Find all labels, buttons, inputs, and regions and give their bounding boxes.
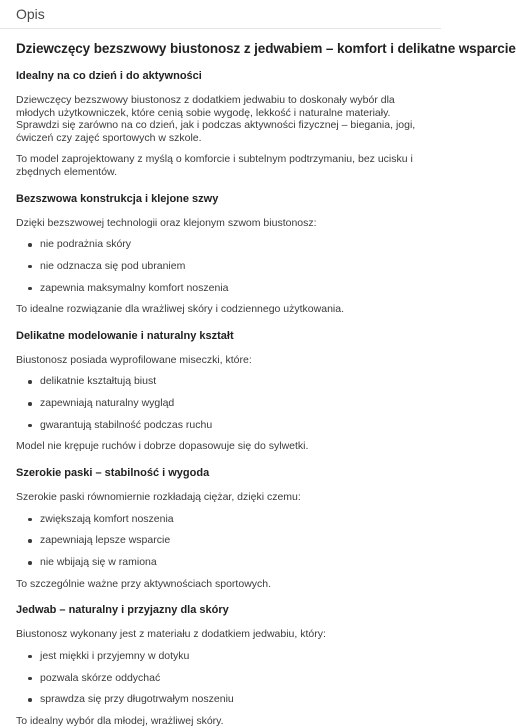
section-heading: Jedwab – naturalny i przyjazny dla skóry — [16, 604, 229, 617]
product-title: Dziewczęcy bezszwowy biustonosz z jedwabiem – komfort i delikatne wsparcie — [16, 41, 516, 56]
bullet-list — [16, 238, 427, 294]
section-daily-use — [16, 70, 427, 179]
section-outro: To szczególnie ważne przy aktywnościach sportowych. — [16, 577, 272, 590]
section-outro: To idealny wybór dla młodej, wrażliwej skóry. — [16, 714, 224, 727]
section-paragraph: To model zaprojektowany z myślą o komforcie i subtelnym podtrzymaniu, bez ucisku i zbędnych elementów. — [16, 153, 413, 178]
bullet-item: gwarantują stabilność podczas ruchu — [28, 419, 427, 432]
section-outro: Model nie krępuje ruchów i dobrze dopasowuje się do sylwetki. — [16, 440, 309, 453]
section-shaping — [16, 330, 427, 453]
section-heading: Bezszwowa konstrukcja i klejone szwy — [16, 192, 219, 205]
section-intro: Biustonosz posiada wyprofilowane miseczki, które: — [16, 353, 252, 366]
bullet-item: delikatnie kształtują biust — [28, 375, 427, 388]
bullet-item: zapewnia maksymalny komfort noszenia — [28, 282, 427, 295]
section-intro: Biustonosz wykonany jest z materiału z dodatkiem jedwabiu, który: — [16, 628, 326, 641]
section-heading: Delikatne modelowanie i naturalny kształt — [16, 329, 234, 342]
bullet-list — [16, 650, 427, 706]
bullet-item: zapewniają lepsze wsparcie — [28, 534, 427, 547]
description-header-label: Opis — [16, 6, 45, 22]
bullet-list — [16, 513, 427, 569]
bullet-item: zapewniają naturalny wygląd — [28, 397, 427, 410]
section-seamless — [16, 193, 427, 316]
bullet-item: zwiększają komfort noszenia — [28, 513, 427, 526]
section-straps — [16, 467, 427, 590]
bullet-item: pozwala skórze oddychać — [28, 672, 427, 685]
section-silk — [16, 604, 427, 727]
bullet-item: nie podrażnia skóry — [28, 238, 427, 251]
bullet-item: sprawdza się przy długotrwałym noszeniu — [28, 693, 427, 706]
section-intro: Szerokie paski równomiernie rozkładają ciężar, dzięki czemu: — [16, 491, 301, 504]
description-content — [0, 29, 516, 728]
bullet-item: nie wbijają się w ramiona — [28, 556, 427, 569]
bullet-item: jest miękki i przyjemny w dotyku — [28, 650, 427, 663]
section-heading: Szerokie paski – stabilność i wygoda — [16, 467, 210, 480]
bullet-item: nie odznacza się pod ubraniem — [28, 260, 427, 273]
bullet-list — [16, 375, 427, 431]
section-outro: To idealne rozwiązanie dla wrażliwej skóry i codziennego użytkowania. — [16, 303, 345, 316]
section-heading: Idealny na co dzień i do aktywności — [16, 70, 202, 82]
description-header — [0, 0, 441, 29]
section-paragraph: Dziewczęcy bezszwowy biustonosz z dodatkiem jedwabiu to doskonały wybór dla młodych użytkowniczek, które cenią sobie wygodę, lekkość i naturalne materiały. Sprawdzi się zarówno na co dzień, jak i podczas aktywności fizycznej – biegania, jogi, ćwiczeń czy zajęć sportowych w szkole. — [16, 94, 416, 144]
section-intro: Dzięki bezszwowej technologii oraz klejonym szwom biustonosz: — [16, 216, 317, 229]
